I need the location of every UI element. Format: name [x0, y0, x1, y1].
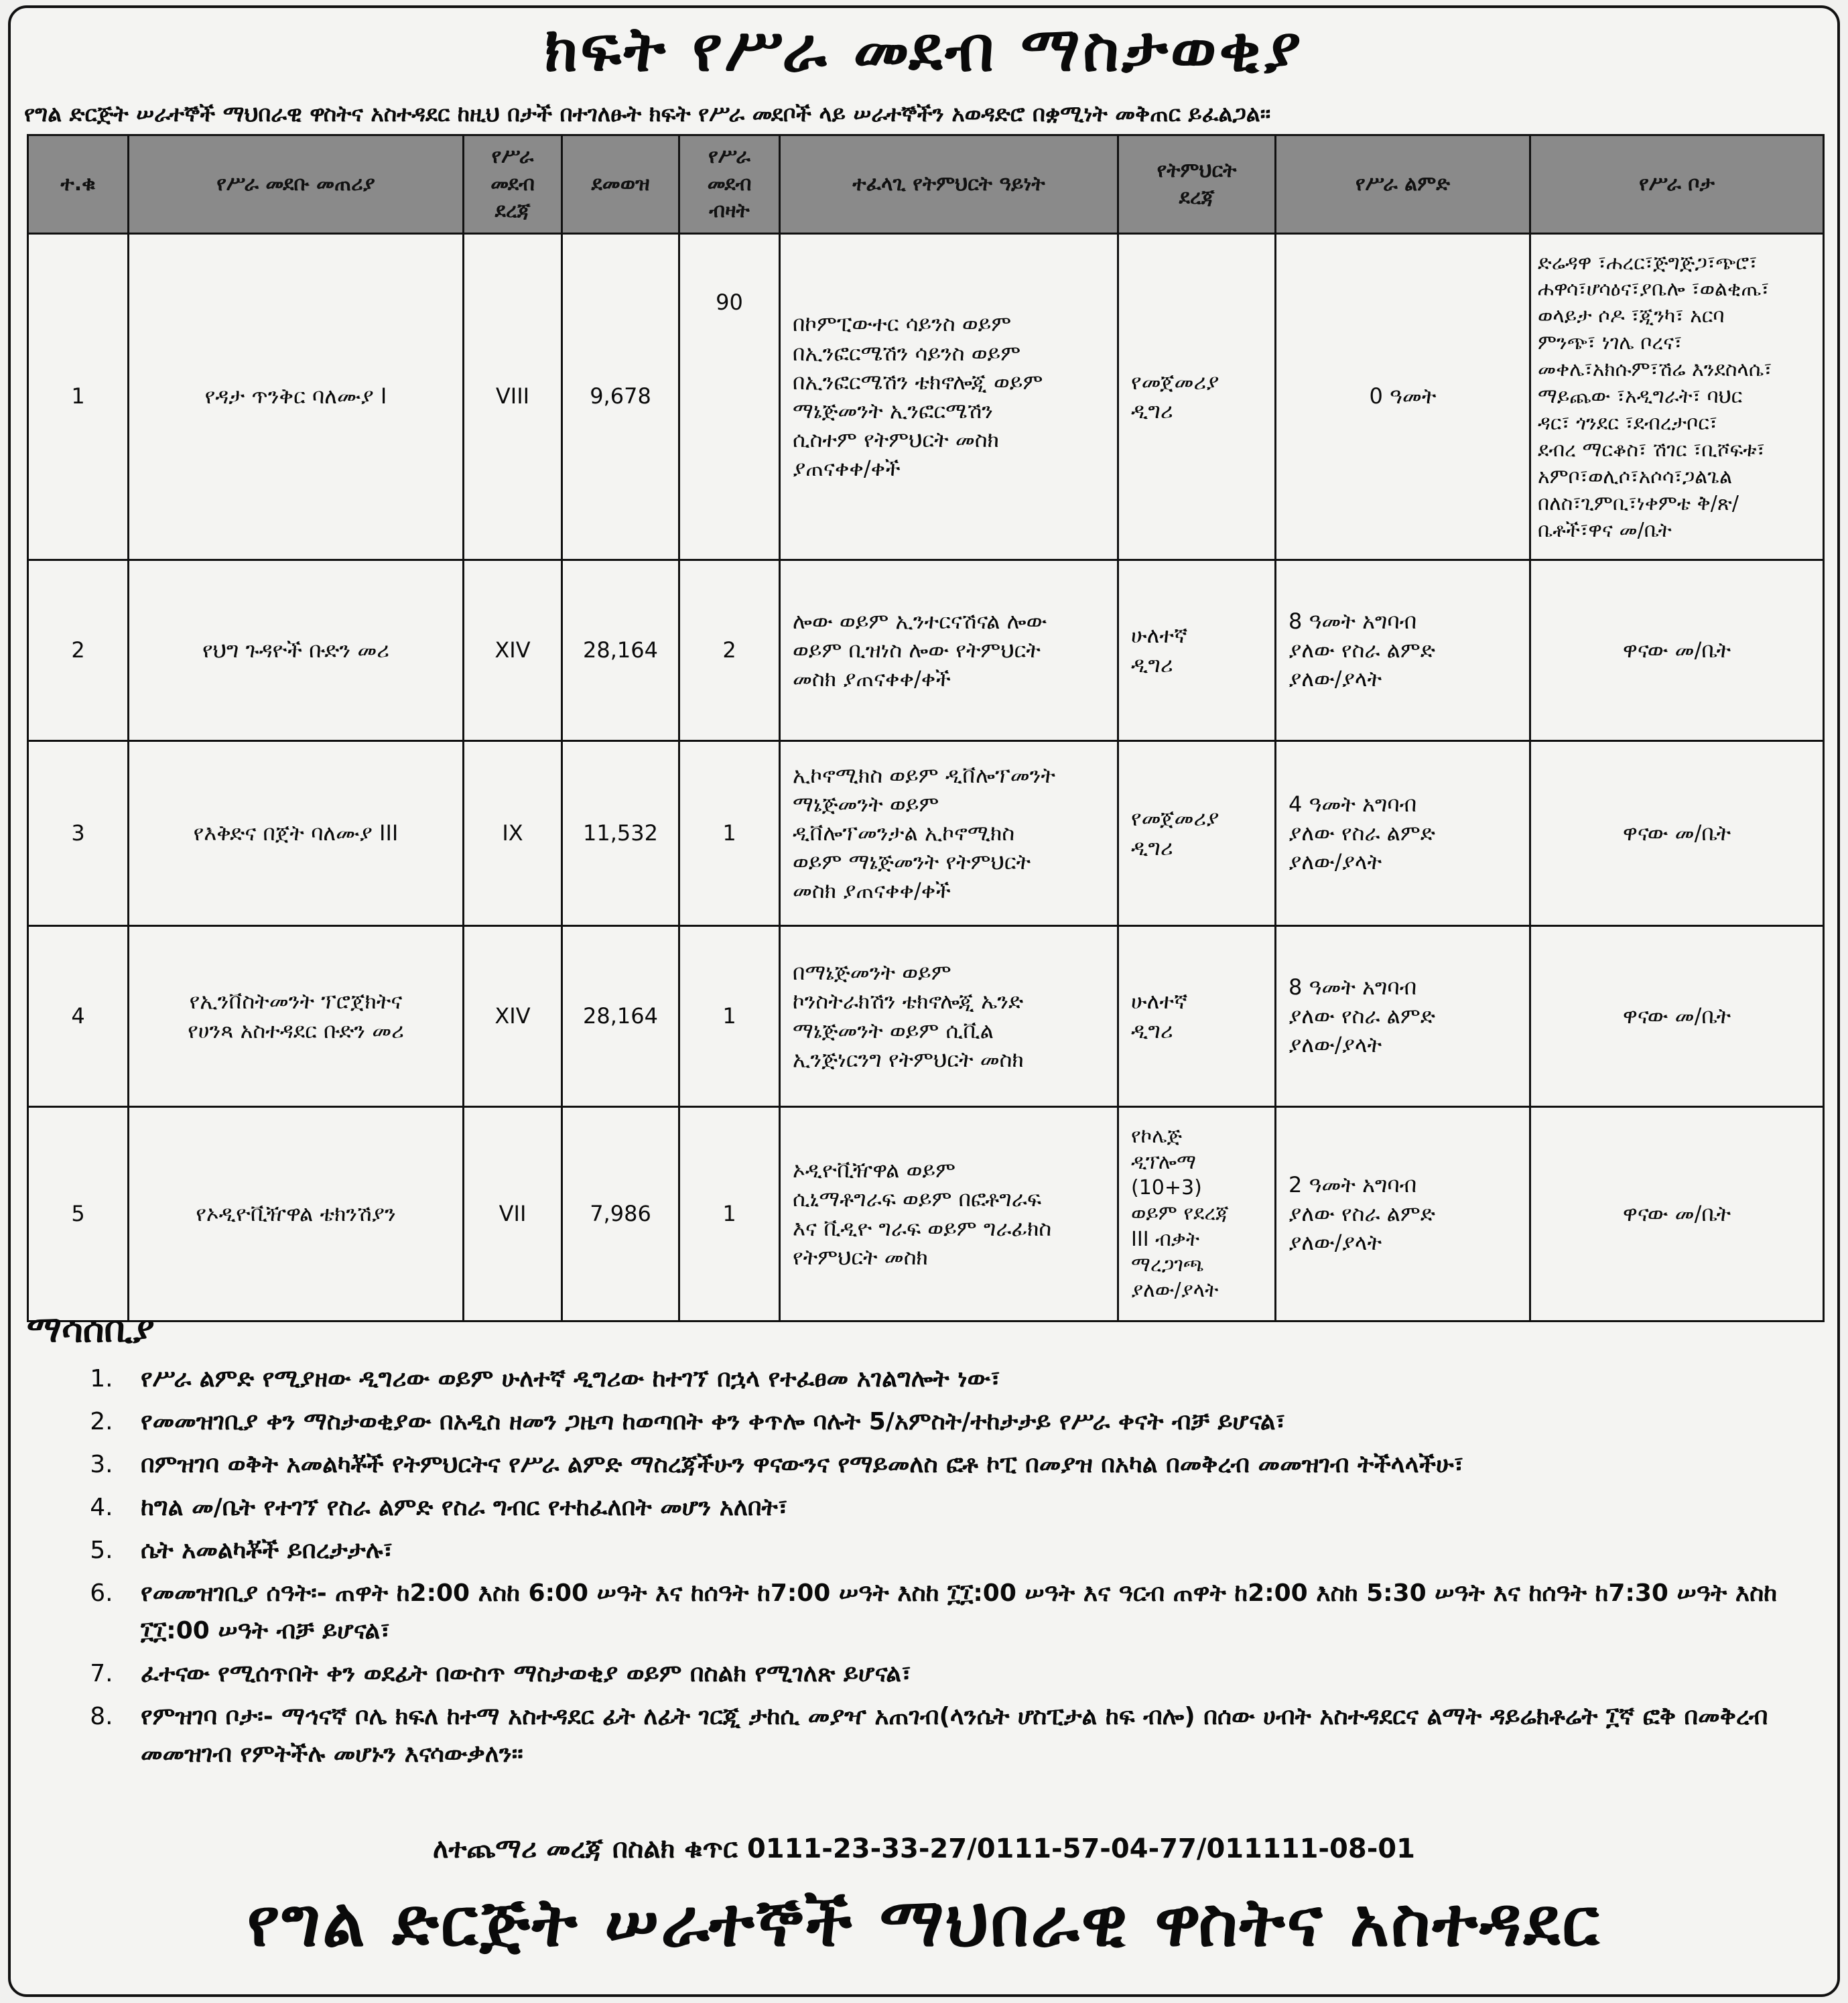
- row-location: ዋናው መ/ቤት: [1530, 560, 1824, 741]
- note-item: 6. የመመዝገቢያ ሰዓት፡- ጠዋት ከ2:00 እስከ 6:00 ሠዓት እና ከሰዓት ከ7:00 ሠዓት እስከ ፲፲:00 ሠዓት እና ዓርብ ጠዋት ከ2:00 እስከ 5:30 ሠዓት እና ከሰዓት ከ7:30 ሠዓት እስከ ፲፲:00 ሠዓት ብቻ ይሆናል፣: [121, 1575, 1823, 1650]
- table-row: [28, 926, 1824, 1107]
- row-location: ድሬዳዋ ፣ሐረር፣ጅግጅጋ፣ጭሮ፣ ሐዋሳ፣ሆሳዕና፣ያቤሎ ፣ወልቂጤ፣ ወላይታ ሶዶ ፣ጂንካ፣ አርባ ምንጭ፣ ነገሌ ቦረና፣ መቀሌ፣አክሱም፣ሽሬ እንደስላሴ፣ ማይጨው ፣አዲግራት፣ ባህር ዳር፣ ጎንደር ፣ደብረታቦር፣ ደብረ ማርቆስ፣ ሽገር ፣ቢሾፍቱ፣ አምቦ፣ወሊሶ፣አሶሳ፣ጋልጌል በለስ፣ጊምቢ፣ነቀምቴ ቅ/ጽ/ ቤቶች፣ዋና መ/ቤት: [1530, 234, 1824, 560]
- header-title: የሥራ መደቡ መጠሪያ: [129, 135, 464, 234]
- row-no: 3: [28, 741, 129, 926]
- row-count: 1: [679, 926, 780, 1107]
- row-no: 1: [28, 234, 129, 560]
- note-item: 1. የሥራ ልምድ የሚያዘው ዲግሪው ወይም ሁለተኛ ዲግሪው ከተገኘ በኋላ የተፈፀመ አገልግሎት ነው፣: [121, 1360, 1823, 1398]
- row-education: ኢኮኖሚክስ ወይም ዲቨሎፕመንት ማኔጅመንት ወይም ዲቨሎፕመንታል ኢኮኖሚክስ ወይም ማኔጅመንት የትምህርት መስክ ያጠናቀቀ/ቀች: [780, 741, 1118, 926]
- row-grade: IX: [464, 741, 562, 926]
- row-level: የመጀመሪያ ዲግሪ: [1118, 234, 1276, 560]
- row-experience: 0 ዓመት: [1276, 234, 1530, 560]
- row-salary: 7,986: [562, 1107, 679, 1321]
- row-title: የኢንቨስትመንት ፕሮጀክትና የሀንጻ አስተዳደር ቡድን መሪ: [129, 926, 464, 1107]
- header-experience: የሥራ ልምድ: [1276, 135, 1530, 234]
- row-grade: XIV: [464, 926, 562, 1107]
- row-title: የእቅድና በጀት ባለሙያ III: [129, 741, 464, 926]
- note-item: 5. ሴት አመልካቾች ይበረታታሉ፣: [121, 1532, 1823, 1569]
- vacancy-table: [27, 134, 1825, 1322]
- row-education: በኮምፒውተር ሳይንስ ወይም በኢንፎርሜሽን ሳይንስ ወይም በኢንፎርሜሽን ቴክኖሎጂ ወይም ማኔጅመንት ኢንፎርሜሽን ሲስተም የትምህርት መስክ ያጠናቀቀ/ቀች: [780, 234, 1118, 560]
- row-location: ዋናው መ/ቤት: [1530, 1107, 1824, 1321]
- note-item: 7. ፈተናው የሚሰጥበት ቀን ወደፊት በውስጥ ማስታወቂያ ወይም በስልክ የሚገለጽ ይሆናል፣: [121, 1655, 1823, 1693]
- table-row: [28, 1107, 1824, 1321]
- table-row: [28, 234, 1824, 560]
- intro-text: የግል ድርጅት ሠራተኞች ማህበራዊ ዋስትና አስተዳደር ከዚህ በታች በተገለፁት ክፍት የሥራ መደቦች ላይ ሠራተኞችን አወዳድሮ በቋሚነት መቅጠር ይፈልጋል፡፡: [24, 101, 1271, 127]
- row-location: ዋናው መ/ቤት: [1530, 741, 1824, 926]
- row-education: በማኔጅመንት ወይም ኮንስትራክሽን ቴክኖሎጂ ኤንድ ማኔጅመንት ወይም ሲቪል ኢንጅነርንግ የትምህርት መስክ: [780, 926, 1118, 1107]
- row-title: የዳታ ጥንቅር ባለሙያ I: [129, 234, 464, 560]
- row-salary: 11,532: [562, 741, 679, 926]
- note-item: 4. ከግል መ/ቤት የተገኘ የስራ ልምድ የስራ ግብር የተከፈለበት መሆን አለበት፣: [121, 1489, 1823, 1527]
- row-salary: 28,164: [562, 926, 679, 1107]
- row-level: ሁለተኛ ዲግሪ: [1118, 560, 1276, 741]
- header-level: የትምህርት ደረጃ: [1118, 135, 1276, 234]
- header-salary: ደመወዝ: [562, 135, 679, 234]
- row-grade: XIV: [464, 560, 562, 741]
- row-no: 2: [28, 560, 129, 741]
- row-education: ኦዲዮቪዥዋል ወይም ሲኒማቶግራፍ ወይም በፎቶግራፍ እና ቪዲዮ ግራፍ ወይም ግራፊክስ የትምህርት መስክ: [780, 1107, 1118, 1321]
- note-item: 3. በምዝገባ ወቅት አመልካቾች የትምህርትና የሥራ ልምድ ማስረጃችሁን ዋናውንና የማይመለስ ፎቶ ኮፒ በመያዝ በአካል በመቅረብ መመዝገብ ትችላላችሁ፣: [121, 1446, 1823, 1484]
- notes-list: [27, 1360, 1823, 1779]
- notes-title: ማሳሰቢያ: [27, 1308, 155, 1350]
- row-count: 1: [679, 741, 780, 926]
- row-no: 5: [28, 1107, 129, 1321]
- header-no: ተ.ቁ: [28, 135, 129, 234]
- header-grade: የሥራ መደብ ደረጃ: [464, 135, 562, 234]
- row-education: ሎው ወይም ኢንተርናሽናል ሎው ወይም ቢዝነስ ሎው የትምህርት መስክ ያጠናቀቀ/ቀች: [780, 560, 1118, 741]
- row-no: 4: [28, 926, 129, 1107]
- contact-phone-line: ለተጨማሪ መረጃ በስልክ ቁጥር 0111-23-33-27/0111-57-04-77/011111-08-01: [433, 1833, 1415, 1864]
- row-grade: VII: [464, 1107, 562, 1321]
- note-item: 8. የምዝገባ ቦታ፡- ማኅናኛ ቦሌ ክፍለ ከተማ አስተዳደር ፊት ለፊት ገርጂ ታከሲ መያዣ አጠገብ(ላንሴት ሆስፒታል ከፍ ብሎ) በሰው ሀብት አስተዳደርና ልማት ዳይሬክቶሬት ፲ኛ ፎቅ በመቅረብ መመዝገብ የምትችሉ መሆኑን እናሳውቃለን፡፡: [121, 1698, 1823, 1773]
- row-level: የመጀመሪያ ዲግሪ: [1118, 741, 1276, 926]
- row-title: የኦዲዮቪዥዋል ቴክንሽያን: [129, 1107, 464, 1321]
- note-item: 2. የመመዝገቢያ ቀን ማስታወቂያው በአዲስ ዘመን ጋዜጣ ከወጣበት ቀን ቀጥሎ ባሉት 5/አምስት/ተከታታይ የሥራ ቀናት ብቻ ይሆናል፣: [121, 1403, 1823, 1441]
- row-experience: 8 ዓመት አግባብ ያለው የስራ ልምድ ያለው/ያላት: [1276, 926, 1530, 1107]
- row-experience: 4 ዓመት አግባብ ያለው የስራ ልምድ ያለው/ያላት: [1276, 741, 1530, 926]
- row-salary: 28,164: [562, 560, 679, 741]
- header-count: የሥራ መደብ ብዛት: [679, 135, 780, 234]
- row-title: የህግ ጉዳዮች ቡድን መሪ: [129, 560, 464, 741]
- table-row: [28, 741, 1824, 926]
- row-count: 90: [679, 234, 780, 560]
- row-experience: 2 ዓመት አግባብ ያለው የስራ ልምድ ያለው/ያላት: [1276, 1107, 1530, 1321]
- row-salary: 9,678: [562, 234, 679, 560]
- header-education: ተፈላጊ የትምህርት ዓይነት: [780, 135, 1118, 234]
- row-count: 1: [679, 1107, 780, 1321]
- row-location: ዋናው መ/ቤት: [1530, 926, 1824, 1107]
- table-row: [28, 560, 1824, 741]
- page-title: ክፍት የሥራ መደብ ማስታወቂያ: [544, 13, 1304, 85]
- row-level: ሁለተኛ ዲግሪ: [1118, 926, 1276, 1107]
- row-experience: 8 ዓመት አግባብ ያለው የስራ ልምድ ያለው/ያላት: [1276, 560, 1530, 741]
- row-grade: VIII: [464, 234, 562, 560]
- row-level: የኮሌጅ ዲፕሎማ (10+3) ወይም የደረጃ III ብቃት ማረጋገጫ ያለው/ያላት: [1118, 1107, 1276, 1321]
- table-header-row: [28, 135, 1824, 234]
- organization-name: የግል ድርጅት ሠራተኞች ማህበራዊ ዋስትና አስተዳደር: [247, 1883, 1601, 1961]
- row-count: 2: [679, 560, 780, 741]
- header-location: የሥራ ቦታ: [1530, 135, 1824, 234]
